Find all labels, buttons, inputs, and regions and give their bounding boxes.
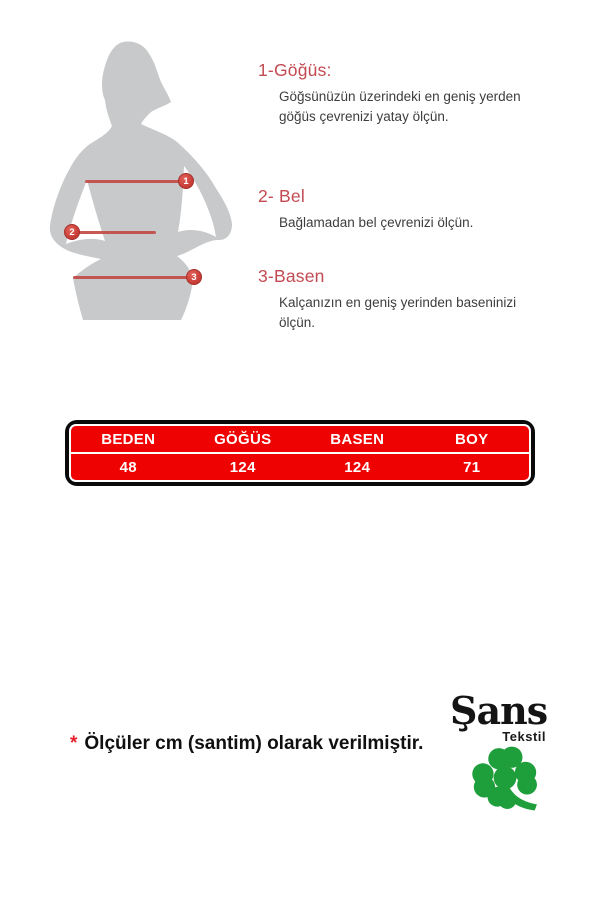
hip-measure-line: [73, 276, 194, 279]
brand-name: Şans: [450, 688, 548, 733]
measure-marker-1: [178, 173, 194, 189]
footnote: [70, 733, 423, 755]
clover-logo-icon: [466, 742, 544, 812]
section-chest-heading: 1-Göğüs:: [258, 60, 332, 80]
size-table: [65, 420, 535, 486]
value-basen: 124: [344, 458, 371, 476]
section-hip-text: Kalçanızın en geniş yerinden baseninizi ölçün.: [279, 295, 517, 330]
header-beden: BEDEN: [101, 430, 156, 448]
waist-measure-line: [72, 231, 156, 234]
marker-number: 3: [191, 271, 197, 283]
section-hip: [258, 266, 538, 332]
header-boy: BOY: [455, 430, 489, 448]
section-hip-heading: 3-Basen: [258, 266, 325, 286]
section-waist-heading: 2- Bel: [258, 186, 305, 206]
brand-subtitle: Tekstil: [502, 729, 546, 744]
size-table-value-row: [71, 454, 529, 480]
footnote-asterisk: *: [70, 733, 78, 754]
female-silhouette-icon: [35, 38, 240, 328]
section-waist: [258, 186, 538, 233]
footnote-text: Ölçüler cm (santim) olarak verilmiştir.: [84, 733, 424, 754]
measurement-diagram: [35, 38, 240, 328]
header-basen: BASEN: [330, 430, 385, 448]
marker-number: 2: [69, 226, 75, 238]
size-table-header-row: [71, 426, 529, 454]
measure-marker-2: [64, 224, 80, 240]
value-beden: 48: [119, 458, 137, 476]
measure-marker-3: [186, 269, 202, 285]
chest-measure-line: [85, 180, 186, 183]
header-gogus: GÖĞÜS: [214, 430, 272, 448]
section-chest: [258, 60, 538, 126]
section-chest-text: Göğsünüzün üzerindeki en geniş yerden göğüs çevrenizi yatay ölçün.: [279, 89, 521, 124]
value-gogus: 124: [229, 458, 256, 476]
marker-number: 1: [183, 175, 189, 187]
section-waist-text: Bağlamadan bel çevrenizi ölçün.: [279, 215, 474, 230]
value-boy: 71: [463, 458, 481, 476]
